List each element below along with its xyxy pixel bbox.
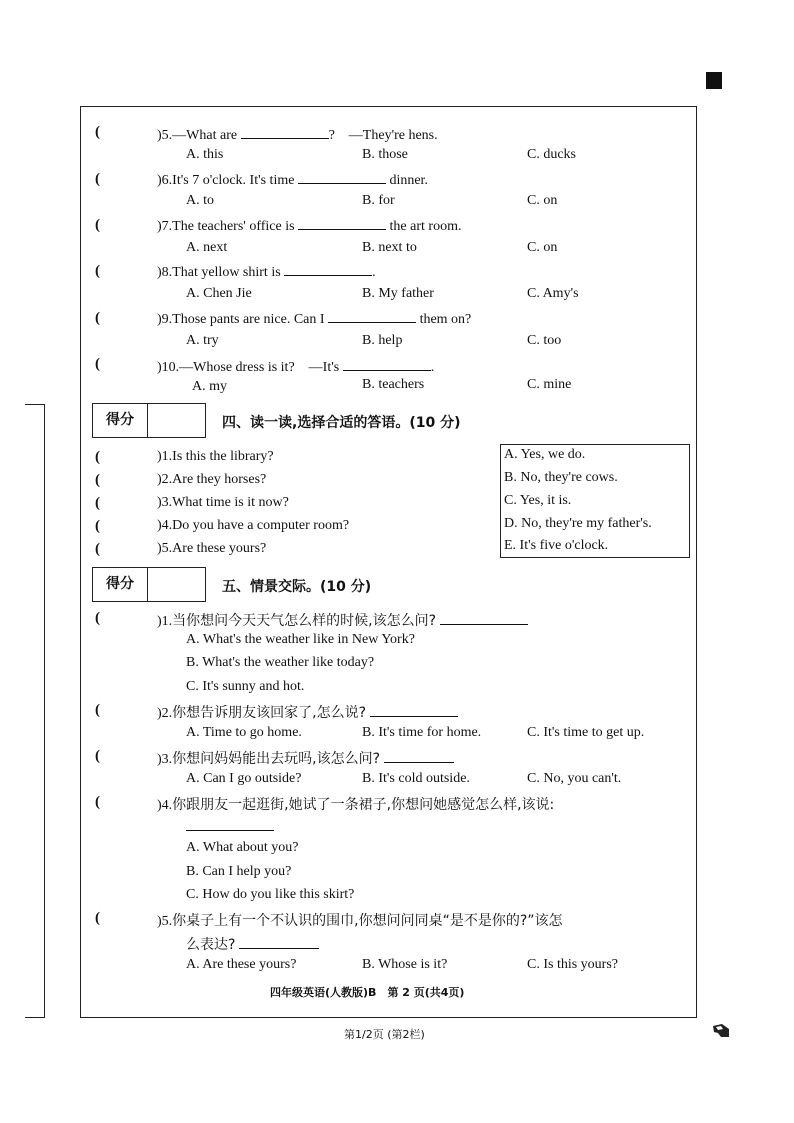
- question-7: [157, 217, 461, 235]
- question-number: )3.: [157, 495, 173, 510]
- question-text: 你想问妈妈能出去玩吗,该怎么问?: [172, 751, 381, 767]
- question-text-after: dinner.: [385, 173, 428, 188]
- question-3: [157, 495, 289, 511]
- question-text: —Whose dress is it? —It's: [179, 360, 343, 375]
- option-c: C. Is this yours?: [527, 957, 618, 972]
- question-text: What time is it now?: [172, 495, 289, 510]
- score-field[interactable]: [148, 404, 205, 437]
- question-text: That yellow shirt is: [172, 265, 285, 280]
- option-b: B. My father: [362, 286, 434, 301]
- answer-choice: C. Yes, it is.: [504, 493, 572, 508]
- question-number: )3.: [157, 752, 173, 767]
- question-text-continued: 么表达?: [186, 937, 236, 953]
- question-number: )2.: [157, 472, 173, 487]
- question-9: [157, 310, 471, 328]
- binding-line: [25, 404, 45, 1018]
- question-2: [157, 702, 458, 722]
- answer-paren[interactable]: (: [95, 356, 100, 372]
- option-b: B. What's the weather like today?: [186, 655, 375, 670]
- question-4: [157, 518, 349, 534]
- question-5: [157, 541, 266, 557]
- option-a: A. What's the weather like in New York?: [186, 632, 415, 647]
- answer-paren[interactable]: (: [95, 124, 100, 140]
- question-number: )4.: [157, 798, 173, 813]
- question-text: 当你想问今天天气怎么样的时候,该怎么问?: [172, 613, 437, 629]
- option-c: C. ducks: [527, 147, 576, 162]
- answer-paren[interactable]: (: [95, 541, 100, 557]
- answer-blank[interactable]: [343, 358, 431, 371]
- question-10: [157, 356, 434, 376]
- question-number: )6.: [157, 173, 173, 188]
- option-a: A. this: [186, 147, 224, 162]
- option-a: A. Time to go home.: [186, 725, 302, 740]
- option-c: C. No, you can't.: [527, 771, 622, 786]
- question-text-after: ? —They're hens.: [328, 128, 438, 143]
- question-number: )8.: [157, 265, 173, 280]
- option-c: C. on: [527, 240, 558, 255]
- question-number: )9.: [157, 312, 173, 327]
- answer-blank[interactable]: [239, 936, 319, 949]
- option-c: C. How do you like this skirt?: [186, 887, 355, 902]
- question-2: [157, 472, 266, 488]
- question-text: 你跟朋友一起逛街,她试了一条裙子,你想问她感觉怎么样,该说:: [172, 797, 555, 813]
- option-b: B. teachers: [362, 377, 425, 392]
- section-title: 四、读一读,选择合适的答语。(10 分): [222, 415, 461, 431]
- answer-blank[interactable]: [241, 126, 329, 139]
- option-b: B. next to: [362, 240, 417, 255]
- question-number: )10.: [157, 360, 180, 375]
- answer-paren[interactable]: (: [95, 171, 100, 187]
- question-text: Those pants are nice. Can I: [172, 312, 329, 327]
- answer-blank[interactable]: [370, 704, 458, 717]
- question-number: )5.: [157, 541, 173, 556]
- answer-blank[interactable]: [298, 171, 386, 184]
- answer-choice: D. No, they're my father's.: [504, 516, 652, 531]
- option-b: B. Whose is it?: [362, 957, 448, 972]
- question-1: [157, 449, 274, 465]
- score-box: [92, 403, 206, 438]
- question-number: )1.: [157, 449, 173, 464]
- option-a: A. Can I go outside?: [186, 771, 302, 786]
- question-text: Do you have a computer room?: [172, 518, 350, 533]
- option-c: C. on: [527, 193, 558, 208]
- answer-blank[interactable]: [328, 310, 416, 323]
- section-title: 五、情景交际。(10 分): [222, 579, 372, 595]
- answer-choice: A. Yes, we do.: [504, 447, 586, 462]
- option-c: C. Amy's: [527, 286, 579, 301]
- option-a: A. What about you?: [186, 840, 299, 855]
- answer-blank[interactable]: [384, 750, 454, 763]
- question-number: )4.: [157, 518, 173, 533]
- corner-registration-mark: [706, 72, 722, 89]
- score-box: [92, 567, 206, 602]
- answer-blank[interactable]: [440, 612, 528, 625]
- answer-paren[interactable]: (: [95, 794, 100, 810]
- option-b: B. those: [362, 147, 408, 162]
- question-number: )5.: [157, 128, 173, 143]
- answer-blank[interactable]: [186, 830, 274, 831]
- option-b: B. Can I help you?: [186, 864, 292, 879]
- question-number: )1.: [157, 614, 173, 629]
- option-b: B. for: [362, 193, 395, 208]
- question-text-after: .: [372, 265, 376, 280]
- option-a: A. to: [186, 193, 214, 208]
- answer-blank[interactable]: [298, 217, 386, 230]
- option-c: C. It's sunny and hot.: [186, 679, 305, 694]
- option-c: C. mine: [527, 377, 572, 392]
- answer-choice: E. It's five o'clock.: [504, 538, 609, 553]
- question-1: [157, 610, 528, 630]
- question-text: It's 7 o'clock. It's time: [172, 173, 298, 188]
- option-a: A. next: [186, 240, 228, 255]
- option-a: A. Chen Jie: [186, 286, 252, 301]
- option-a: A. Are these yours?: [186, 957, 297, 972]
- answer-paren[interactable]: (: [95, 263, 100, 279]
- question-text: Are these yours?: [172, 541, 267, 556]
- answer-paren[interactable]: (: [95, 310, 100, 326]
- question-text-after: the art room.: [386, 219, 462, 234]
- answer-paren[interactable]: (: [95, 702, 100, 718]
- question-8: [157, 263, 376, 281]
- page-corner-icon: [712, 1024, 730, 1038]
- answer-choice: B. No, they're cows.: [504, 470, 618, 485]
- question-5: [157, 910, 563, 930]
- score-label: 得分: [93, 404, 148, 437]
- answer-paren[interactable]: (: [95, 495, 100, 511]
- option-c: C. It's time to get up.: [527, 725, 645, 740]
- answer-paren[interactable]: (: [95, 217, 100, 233]
- question-3: [157, 748, 454, 768]
- page-indicator: 第1/2页 (第2栏): [344, 1028, 425, 1041]
- answer-paren[interactable]: (: [95, 449, 100, 465]
- option-b: B. help: [362, 333, 403, 348]
- score-label: 得分: [93, 568, 148, 601]
- question-text: 你想告诉朋友该回家了,怎么说?: [172, 705, 367, 721]
- option-b: B. It's cold outside.: [362, 771, 470, 786]
- answer-paren[interactable]: (: [95, 518, 100, 534]
- answer-paren[interactable]: (: [95, 910, 100, 926]
- question-number: )2.: [157, 706, 173, 721]
- question-text-after: them on?: [416, 312, 472, 327]
- question-text: Are they horses?: [172, 472, 267, 487]
- answer-blank[interactable]: [284, 263, 372, 276]
- question-5-continued: [186, 934, 319, 954]
- option-a: A. my: [192, 379, 227, 394]
- question-text: —What are: [172, 128, 241, 143]
- question-number: )5.: [157, 914, 173, 929]
- page-footer: 四年级英语(人教版)B 第 2 页(共4页): [270, 986, 465, 999]
- question-5: [157, 124, 438, 144]
- question-text: 你桌子上有一个不认识的围巾,你想问问同桌“是不是你的?”该怎: [172, 913, 563, 929]
- answer-choices-box: [500, 444, 690, 558]
- answer-paren[interactable]: (: [95, 610, 100, 626]
- option-b: B. It's time for home.: [362, 725, 482, 740]
- option-a: A. try: [186, 333, 219, 348]
- option-c: C. too: [527, 333, 562, 348]
- question-text: Is this the library?: [172, 449, 274, 464]
- score-field[interactable]: [148, 568, 205, 601]
- answer-paren[interactable]: (: [95, 472, 100, 488]
- question-text: The teachers' office is: [172, 219, 299, 234]
- question-text-after: .: [430, 360, 435, 375]
- question-number: )7.: [157, 219, 173, 234]
- answer-paren[interactable]: (: [95, 748, 100, 764]
- question-4: [157, 794, 554, 814]
- question-6: [157, 171, 428, 189]
